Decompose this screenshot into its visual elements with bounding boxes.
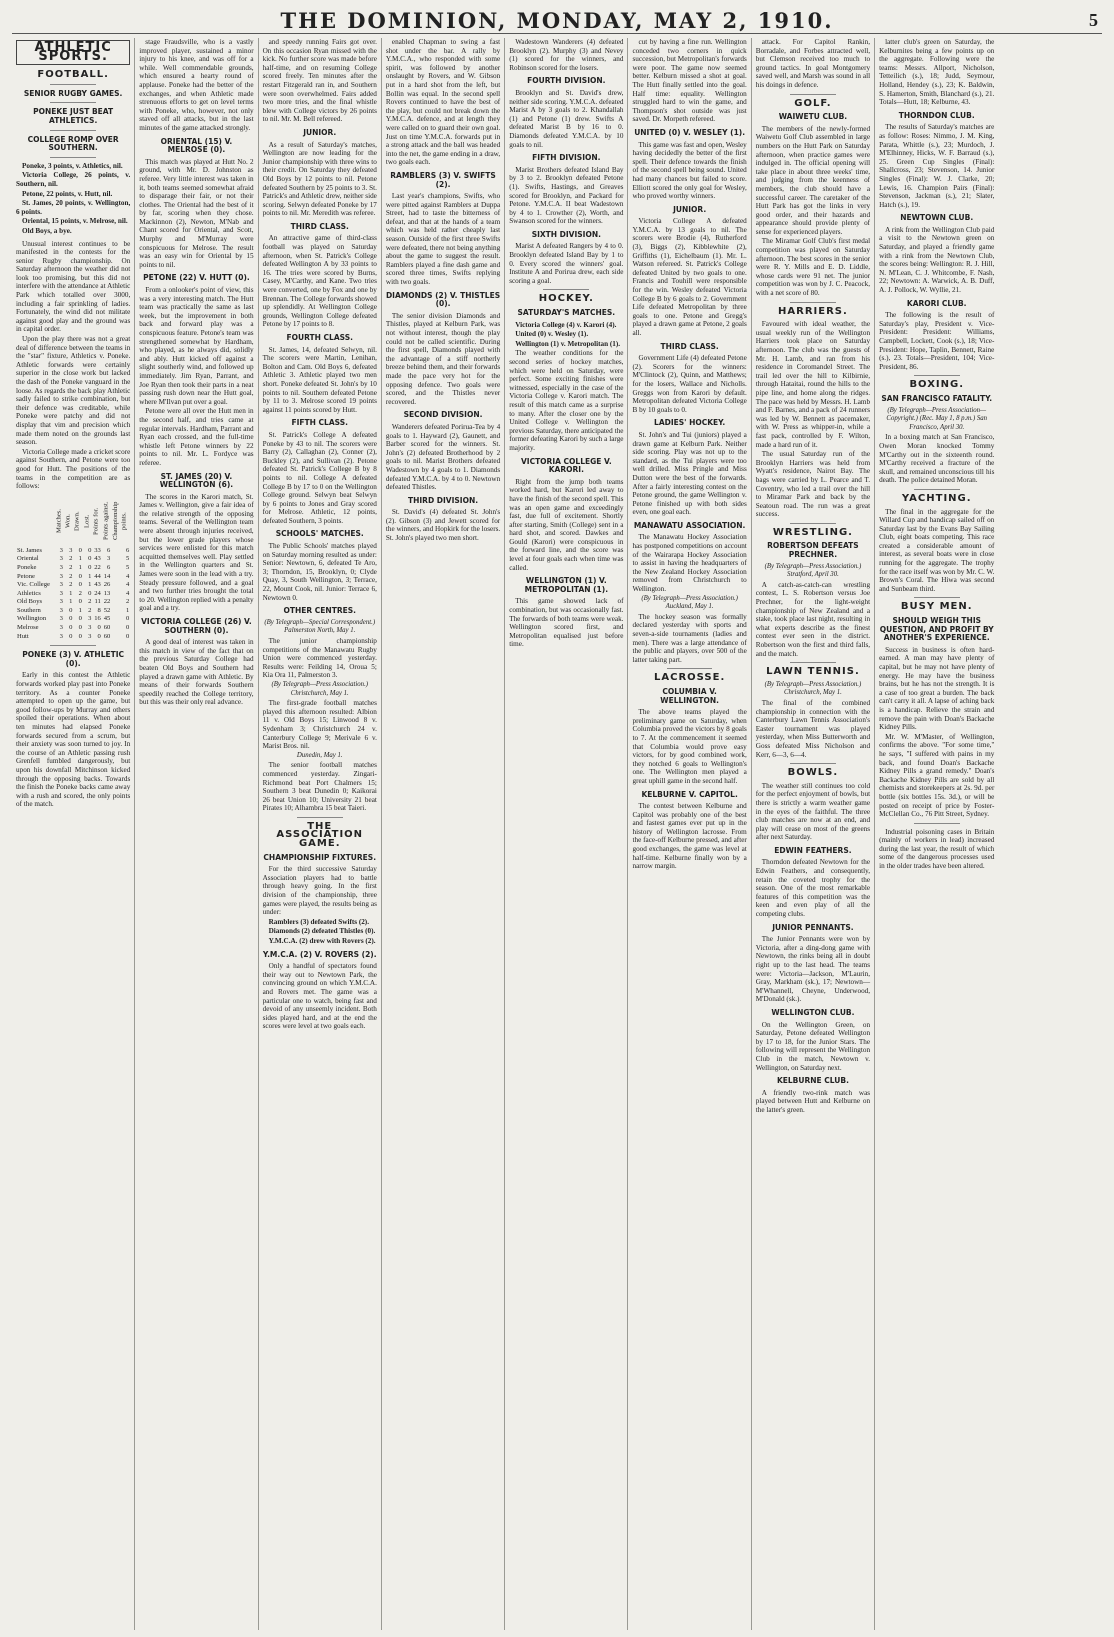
- standings-cell: 1: [69, 589, 73, 597]
- article-paragraph: The final of the combined championship in connection with the Canterbury Lawn Tennis Association's Easter tournament was played yesterday, when Miss Butterworth and Goss defeated Miss Nicholson and Kerr, 6—3, 6—4.: [755, 698, 871, 759]
- article-paragraph: The Miramar Golf Club's first medal competition was played on Saturday afternoon. The best scores in the senior were R. Y. Mills and E. D. Liddle, whose cards were 91 net. The junior competition was won by J. C. Peacock, with a net score of 80.: [755, 237, 871, 298]
- standings-cell: 43: [94, 581, 101, 589]
- section-heading: FOURTH DIVISION.: [527, 76, 606, 86]
- standings-cell: 0: [126, 632, 130, 640]
- standings-cell: 0: [78, 615, 82, 623]
- article-paragraph: The Junior Pennants were won by Victoria, after a ding-dong game with Newtown, the rinks being all in doubt right up to the last head. The teams were: Victoria—Jackson, M'Laurin, Gray, Markham (sk.), 17; Newtown—M'Whannell, Cheyne, Underwood, M'Donald (sk.).: [755, 935, 871, 1004]
- article-paragraph: For the third successive Saturday Association players had to battle through heavy going. In the first division of the championship, three games were played, the results being as under:: [262, 865, 377, 917]
- standings-cell: 1: [69, 598, 73, 606]
- article-paragraph: stage Fraudsville, who is a vastly improved player, sustained a minor injury to his knee, and was off for a while. Well commendable grounds, which ensured a hearty round of applause. Poneke had the better of the exchanges, and when Athletic made strenuous efforts to get on level terms with Poneke, who, however, not only staved off all attacks, but in the last minutes of the game attacked strongly.: [139, 38, 254, 132]
- article-paragraph: A good deal of interest was taken in this match in view of the fact that on the previous Saturday College had beaten Old Boys and Southern had played a drawn game with Athletic. By means of their forwards Southern speedily reached the College territory, but this was their only real advance.: [139, 638, 254, 707]
- match-heading: ROBERTSON DEFEATS PRECHNER.: [767, 541, 859, 560]
- standings-cell: 3: [88, 615, 92, 623]
- match-heading: WELLINGTON (1) V. METROPOLITAN (1).: [524, 576, 609, 594]
- article-paragraph: St. Patrick's College A defeated Poneke by 43 to nil. The scorers were Barry (2), Callaghan (2), Conner (2), Buckley (2), and Sullivan (2). Petone defeated St. Patrick's College B by 8 points to nil. College A defeated College B by 17 to 0 on the Wellington College ground. Selwyn beat Selwyn by 6 points to Jones and Gray scored for Melrose. Athletic, 12 points, defeated Southern, 3 points.: [262, 430, 377, 525]
- column-header: Points against.: [102, 501, 110, 540]
- standings-cell: 22: [94, 563, 101, 571]
- section-heading: WAIWETU CLUB.: [778, 112, 848, 122]
- standings-cell: 52: [103, 606, 111, 614]
- result-line: United (0) v. Wesley (1).: [515, 330, 589, 339]
- article-paragraph: Wanderers defeated Porirua-Tea by 4 goals to 1. Hayward (2), Gaunett, and Barber scored for the winners. St. John's (2) defeated Brotherhood by 2 goals to nil. Marist Brothers defeated Wadestown by 4 goals to 1. Diamonds defeated Y.M.C.A. by 4 to 0. Newtown defeated Thistles.: [385, 422, 501, 492]
- standings-cell: 3: [69, 546, 73, 554]
- standings-row: [16, 607, 130, 616]
- standings-cell: 43: [94, 555, 101, 563]
- standings-cell: 1: [78, 555, 82, 563]
- standings-cell: 0: [88, 546, 92, 554]
- article-paragraph: This match was played at Hutt No. 2 ground, with Mr. D. Johnston as referee. Very little interest was taken in it, both teams seemed somewhat afraid to disparage their fair, or not their clothes. The Oriental had the best of it by far, scoring when they chose. Mackinnon (2), Newton, M'Nab and Chant scored for Oriental, and Scott, Murphy and M'Murray were conspicuous for Melrose. The result was an easy win for Oriental by 15 points to nil.: [139, 157, 254, 269]
- section-title-athletic-sports: ATHLETIC SPORTS.: [16, 40, 130, 65]
- article-paragraph: Marist Brothers defeated Island Bay by 3 to 2. Brooklyn defeated Petone (1). Swifts, Hastings, and Greaves scored for Brooklyn, and Packard for Petone. Y.M.C.A. II beat Wadestown by 4 to 1. Crowther (2), Worth, and Swanson scored for the winners.: [509, 165, 624, 226]
- article-paragraph: Favoured with ideal weather, the usual weekly run of the Wellington Harriers took place on Saturday afternoon. The club was the guests of Mr. H. Lamb, and ran from his residence in Coromandel Street. The trail led over the hill to Kilbirnie, through Hataitai, round the hills to the pipe line, and home along the ridges. The pace was held by Messrs. H. Lamb and F. Barnes, and a pack of 24 runners was led by W. Bennett as pacemaker, with W. Press as whipper-in, while a fast pack, controlled by F. Wilton, made a hard run of it.: [755, 320, 871, 449]
- match-heading: VICTORIA COLLEGE (26) V. SOUTHERN (0).: [141, 617, 252, 635]
- standings-cell: 0: [78, 581, 82, 589]
- standings-cell: 1: [88, 581, 92, 589]
- article-paragraph: enabled Chapman to swing a fast shot under the bar. A rally by Y.M.C.A., who responded with some spirit, was followed by another onslaught by Rovers, and W. Gibson put in a hard shot from the left, but Bollin was equal. In the second spell Rovers continued to have the best of the play, but could not break down the Y.M.C.A. defence, and at length they were called on to guard their own goal. Just on time Y.M.C.A. forwards put in a strong attack and the ball was headed into the net, the game ending in a draw, two goals each.: [385, 38, 501, 167]
- section-heading: JUNIOR.: [673, 204, 707, 214]
- team-name: St. James: [17, 546, 42, 554]
- article-paragraph: Victoria College made a cricket score against Southern, and Petone were too good for Hutt. The positions of the teams in the competition are as follows:: [16, 447, 131, 491]
- article-paragraph: The senior football matches commenced yesterday. Zingari-Richmond beat Port Chalmers 15; Southern 3 beat Dunedin 0; Kaikorai 26 beat Union 10; University 21 beat Pirates 10; Alhambra 15 beat Taieri.: [262, 761, 377, 813]
- result-line: Diamonds (2) defeated Thistles (0).: [268, 927, 376, 936]
- standings-cell: 0: [69, 615, 73, 623]
- article-paragraph: The usual Saturday run of the Brooklyn Harriers was held from Wyatt's residence, Nairot Bay. The bags were carried by L. Pearce and T. Coventry, who led a trail over the hill to Miramar Park and back by the Seatoun road. The run was a great success.: [755, 450, 871, 519]
- advert-paragraph: Success in business is often hard-earned. A man may have plenty of capital, but he may not have plenty of energy. He may have the business brains, but he has not the strength. It is a case of too great a burden. The back can't carry it all. A lapse of aching back is a handicap. Relieve the strain and remove the pain with Doan's Backache Kidney Pills.: [879, 645, 995, 732]
- standings-header-row: [16, 495, 130, 547]
- column-2: [135, 38, 258, 1630]
- standings-cell: 0: [69, 624, 73, 632]
- section-heading: MANAWATU ASSOCIATION.: [633, 520, 746, 530]
- newspaper-title: THE DOMINION, MONDAY, MAY 2, 1910.: [280, 8, 834, 33]
- article-paragraph: Marist A defeated Rangers by 4 to 0. Brooklyn defeated Island Bay by 1 to 0. Every scored the winners' goal. Institute A and Porirua drew, each side scoring a goal.: [509, 242, 624, 285]
- article-paragraph: St. James, 14, defeated Selwyn, nil. The scorers were Martin, Lenihan, Bolton and Cam. Old Boys 6, defeated Athletic 3. Athletic played two men short. Poneke defeated St. John's by 10 points to nil. Southern defeated Petone by 11 to 3. Melrose scored 19 points against 11 points scored by Hutt.: [262, 345, 377, 414]
- article-paragraph: The Public Schools' matches played on Saturday morning resulted as under: Senior: Newtown, 6, defeated Te Aro, 3; Thorndon, 15, Brooklyn, 0; Clyde Quay, 3, South Wellington, 3; Terrace, 22, Mount Cook, nil. Junior: Terrace 6, Newtown 0.: [262, 542, 377, 602]
- standings-cell: 2: [69, 572, 73, 580]
- dateline: (By Telegraph—Press Association.) Auckland, May 1.: [641, 594, 738, 611]
- standings-cell: 6: [126, 546, 130, 554]
- article-paragraph: A catch-as-catch-can wrestling contest, L. S. Robertson versus Joe Prechner, for the light-weight championship of New Zealand and a stake, took place last night, resulting in what experts describe as the finest contest ever seen in the district. Robertson won the first and third falls, and the match.: [755, 580, 871, 658]
- standings-cell: 11: [94, 598, 101, 606]
- standings-cell: 1: [78, 606, 82, 614]
- article-paragraph: Victoria College A defeated Y.M.C.A. by 13 goals to nil. The scorers were Brodie (4), Rutherford (3), Biggs (2), Kibblewhite (2), Griffiths (1), Eichelbaum (1). Mr. L. Watson refereed. St. Patrick's College defeated United by two goals to one. Francis and Touhill were responsible for the win. Wesley defeated Victoria College B by 6 goals to 2. Government Life defeated Metropolitan by three goals to one. Petone and Gregg's played a drawn game at Petone, 2 goals all.: [632, 217, 747, 337]
- section-heading: LADIES' HOCKEY.: [654, 418, 726, 428]
- dateline: (By Telegraph—Special Correspondent.) Palmerston North, May 1.: [264, 618, 376, 635]
- article-paragraph: cut by having a fine run. Wellington conceded two corners in quick succession, but Metropolitan's forwards were poor. The game now seemed better. Kelburn missed a shot at goal. The Hutt finally settled into the goal. Half time: equality. Wellington struggled hard to win the game, and Thompson's shot outside was just saved. Dr. Morpeth refereed.: [632, 38, 747, 124]
- section-title-bowls: BOWLS.: [787, 767, 839, 779]
- column-4: [382, 38, 505, 1630]
- team-name: Petone: [17, 572, 35, 580]
- article-paragraph: A rink from the Wellington Club paid a visit to the Newtown green on Saturday, and played a friendly game with a rink from the Newtown Club, the scores being: Wellington: R. J. Hill, N. M'Lean, C. J. Whitcombe, F. Nash, 22; Newtown: A. Warwick, A. B. Duff, A. J. Pollock, W. Wyllie, 21.: [879, 225, 995, 295]
- section-heading: FIFTH CLASS.: [291, 418, 348, 428]
- page-number: 5: [1089, 10, 1098, 30]
- article-paragraph: The senior division Diamonds and Thistles, played at Kelburn Park, was not without interest, though the play could not be called scientific. During the first spell, Diamonds played with the advantage of a stiff northerly breeze behind them, and their forwards made the pace very hot for the opposing defence. Two goals were scored, and the Thistles never recovered.: [385, 311, 501, 406]
- section-title-yachting: YACHTING.: [901, 492, 972, 504]
- result-line: Ramblers (3) defeated Swifts (2).: [268, 917, 369, 926]
- standings-cell: 0: [78, 598, 82, 606]
- standings-cell: 60: [103, 632, 111, 640]
- article-paragraph: and speedy running Fairs got over. On this occasion Ryan missed with the kick. No further score was made before half-time, and on resuming College scored freely. Ten minutes after the restart Fitzgerald ran in, and Southern were soon overwhelmed. Fairs added two more tries, and the final whistle blew with College victors by 26 points to nil. Mr. M. Bell refereed.: [262, 38, 377, 124]
- team-name: Athletics: [17, 589, 41, 597]
- column-1: [12, 38, 135, 1630]
- article-paragraph: This game showed lack of combination, but was occasionally fast. The forwards of both teams were weak. Wellington scored first, and Metropolitan equalised just before time.: [509, 597, 624, 649]
- standings-cell: 5: [126, 563, 130, 571]
- section-heading: OTHER CENTRES.: [283, 606, 356, 616]
- standings-cell: 13: [103, 589, 111, 597]
- standings-cell: 3: [59, 589, 63, 597]
- standings-cell: 4: [126, 589, 130, 597]
- column-header: Drawn.: [73, 510, 81, 531]
- section-title-association: THE ASSOCIATION GAME.: [276, 820, 364, 850]
- standings-row: [16, 547, 130, 556]
- standings-row: [16, 633, 130, 642]
- standings-cell: 0: [88, 589, 92, 597]
- column-header: Championship points.: [112, 501, 128, 540]
- article-paragraph: Wadestown Wanderers (4) defeated Brooklyn (2). Murphy (3) and Nevey (1) scored for the winners, and Robinson scored for the losers.: [509, 38, 624, 72]
- match-heading: DIAMONDS (2) V. THISTLES (0).: [385, 290, 501, 309]
- result-line: Oriental, 15 points, v. Melrose, nil.: [22, 217, 128, 226]
- article-paragraph: The weather conditions for the second series of hockey matches, which were held on Saturday, were perfect. Some exciting finishes were witnessed, especially in the case of the Victoria College v. Karori match. The result of this match came as a surprise to many. After the closer one by the United College v. Wellington the previous Saturday, there anticipated the former defeating Karori by such a large majority.: [509, 349, 624, 452]
- standings-cell: 5: [126, 555, 130, 563]
- result-line: Wellington (1) v. Metropolitan (1).: [515, 339, 621, 348]
- standings-cell: 33: [94, 546, 101, 554]
- standings-cell: 0: [88, 563, 92, 571]
- column-8: [875, 38, 998, 1630]
- dateline: (By Telegraph—Press Association—Copyright.) (Rec. May 1, 8 p.m.) San Francisco, April 30.: [886, 406, 988, 431]
- standings-cell: 0: [69, 606, 73, 614]
- column-header: Lost.: [83, 514, 91, 528]
- result-line: Y.M.C.A. (2) drew with Rovers (2).: [268, 937, 376, 945]
- section-heading: EDWIN FEATHERS.: [774, 845, 852, 855]
- standings-cell: 24: [94, 589, 101, 597]
- standings-cell: 3: [59, 581, 63, 589]
- article-paragraph: latter club's green on Saturday, the Kelburnites being a few points up on the aggregate. Following were the teams: Messrs. Allport, Nicholson, Tetteilich (s.), 18; Judd, Seymour, Holland, Hendey (s.), 23; K. Baldwin, S. Hamerton, Smith, Blanchard (s.), 21. Totals—Hutt, 18; Kelburne, 43.: [879, 38, 995, 107]
- standings-cell: 3: [88, 632, 92, 640]
- standings-cell: 2: [78, 589, 82, 597]
- match-heading: COLUMBIA V. WELLINGTON.: [660, 686, 719, 705]
- article-paragraph: St. John's and Tui (juniors) played a drawn game at Kelburn Park. Neither side scoring. Play was not up to the standard, as the Tui players were too well drilled. Miss Pringle and Miss Dutton were the best of the forwards. After a fairly interesting contest on the Petone ground, the game Wellington v. Petone finished up with both sides even, one goal each.: [632, 430, 747, 517]
- match-heading: PONEKE (3) V. ATHLETIC (0).: [22, 650, 125, 668]
- article-paragraph: The contest between Kelburne and Capitol was probably one of the best and fastest games ever put up in the history of Wellington lacrosse. From the face-off Kelburne pressed, and after good exchanges, the game was level at half-time. Kelburne finally won by a narrow margin.: [632, 802, 747, 871]
- article-paragraph: Only a handful of spectators found their way out to Newtown Park, the convincing ground on which Y.M.C.A. and Rovers met. The game was a particular one to watch, being fast and devoid of any unseemly incident. Both sides played hard, and at the end the scores were level at two goals each.: [262, 962, 377, 1031]
- standings-cell: 2: [126, 598, 130, 606]
- standings-cell: 16: [94, 615, 101, 623]
- dateline: Dunedin, May 1.: [296, 751, 343, 759]
- section-heading: SIXTH DIVISION.: [531, 229, 601, 239]
- article-paragraph: Upon the play there was not a great deal of difference between the teams in the "star" fixture, Athletics v. Poneke. Athletic forwards were certainly superior in the close work but lacked the dash of the Poneke vanguard in the loose. As regards the back play Athletic sadly failed to strike combination, but their defence was creditable, while Poneke were patchy and did not display that vim and precision which made them noted on the grounds last season.: [16, 335, 131, 447]
- team-name: Oriental: [17, 555, 39, 563]
- article-paragraph: A friendly two-rink match was played between Hutt and Kelburne on the latter's green.: [755, 1088, 871, 1114]
- section-heading: KELBURNE CLUB.: [776, 1076, 849, 1086]
- columns: [12, 38, 1102, 1630]
- standings-row: [16, 624, 130, 633]
- standings-cell: 4: [126, 572, 130, 580]
- standings-cell: 3: [59, 555, 63, 563]
- section-subtitle: SATURDAY'S MATCHES.: [517, 308, 616, 318]
- section-title-lacrosse: LACROSSE.: [654, 672, 726, 684]
- match-heading: KELBURNE V. CAPITOL.: [641, 789, 738, 799]
- result-line: St. James, 20 points, v. Wellington, 6 points.: [16, 199, 131, 216]
- result-line: Victoria College (4) v. Karori (4).: [515, 320, 617, 329]
- team-name: Southern: [17, 606, 41, 614]
- standings-cell: 14: [103, 572, 111, 580]
- standings-cell: 3: [59, 632, 63, 640]
- match-heading: VICTORIA COLLEGE V. KARORI.: [520, 456, 612, 475]
- standings-cell: 3: [59, 572, 63, 580]
- article-paragraph: The results of Saturday's matches are as follow: Roses: Nimmo, J. M. King, Parata, Whittle (s.), 23; Murdoch, J. M'Elhinney, Hicks, W. F. Barraud (s.), 25. Green Cup Singles (Final): Shallcross, 23; Stevenson, 14. Junior Singles (Final): W. J. Clarke, 20; Lewis, 16. Champion Pairs (Final): Stevenson, Jackman (s.), 21; Slater, Hatch (s.), 19.: [879, 123, 995, 209]
- standings-cell: 0: [78, 572, 82, 580]
- column-header: Matches.: [54, 508, 62, 533]
- article-paragraph: This game was fast and open, Wesley having decidedly the better of the first spell. Their defence towards the finish of the second spell being sound. United had many chances but failed to score. Elliott scored the only goal for Wesley, who proved worthy winners.: [632, 140, 747, 201]
- article-paragraph: Early in this contest the Athletic forwards worked play past into Poneke territory. As a counter Poneke attempted to open up the game, but good follow-ups by Murray and others spoiled their operations. When about ten minutes had elapsed Poneke forwards secured from a scrum, but their anxiety was soon turned to joy. In the course of an Athletic passing rush Grenfell fumbled dangerously, but upon his downfall Mitchinson kicked through the opposing backs. Towards the finish the Poneke backs came away with a rush and scored, the only points of the match.: [16, 671, 131, 809]
- headline-poneke: PONEKE JUST BEAT ATHLETICS.: [33, 107, 114, 125]
- article-paragraph: The final in the aggregate for the Willard Cup and handicap sailed off on Saturday last by the Evans Bay Sailing Club, eight boats competing. This race created a considerable amount of interest, as several boats were in close running for the aggregate. The trophy for the race itself was won by Mr. C. W. Brown's Coral. The Hiwa was second and Sunbeam third.: [879, 507, 995, 593]
- standings-cell: 1: [88, 572, 92, 580]
- standings-cell: 1: [126, 606, 130, 614]
- standings-cell: 3: [59, 546, 63, 554]
- section-heading: NEWTOWN CLUB.: [900, 213, 974, 223]
- standings-row: [16, 564, 130, 573]
- section-title-hockey: HOCKEY.: [538, 293, 594, 305]
- article-paragraph: The hockey season was formally declared yesterday with sports and seven-a-side tournaments (ladies and men). There was a large attendance of the public and players, over 500 of the latter taking part.: [632, 612, 747, 664]
- section-heading: SCHOOLS' MATCHES.: [275, 529, 364, 539]
- standings-cell: 2: [69, 581, 73, 589]
- article-paragraph: Industrial poisoning cases in Britain (mainly of workers in lead) increased during the last year, the result of which some of the dangerous processes used in the older trades have been altered.: [879, 827, 995, 871]
- standings-cell: 3: [59, 606, 63, 614]
- team-name: Melrose: [17, 624, 39, 632]
- result-line: Victoria College, 26 points, v. Southern, nil.: [16, 171, 131, 188]
- match-heading: RAMBLERS (3) V. SWIFTS (2).: [390, 170, 496, 189]
- standings-cell: 0: [97, 632, 101, 640]
- section-heading: FIFTH DIVISION.: [532, 153, 601, 163]
- standings-row: [16, 590, 130, 599]
- standings-cell: 3: [59, 624, 63, 632]
- standings-cell: 2: [88, 598, 92, 606]
- standings-cell: 4: [126, 581, 130, 589]
- column-5: [505, 38, 628, 1630]
- article-paragraph: Government Life (4) defeated Petone (2). Scorers for the winners: M'Clintock (2), Quinn, and Matthews; for the losers, Wallace and Nicholls. Greggs won from Karori by default. Metropolitan defeated Victoria College B by 10 goals to 0.: [632, 354, 747, 414]
- standings-row: [16, 555, 130, 564]
- article-paragraph: Last year's champions, Swifts, who were pitted against Ramblers at Duppa Street, had to taste the bitterness of defeat, and that at the hands of a team which was held rather cheaply last season. Outside of the first three Swifts were defeated, there not being anything about the game to suggest the result. Ramblers played a fine dash game and scored three times, Swifts replying with two goals.: [385, 192, 501, 287]
- standings-cell: 6: [107, 563, 111, 571]
- article-paragraph: The first-grade football matches played this afternoon resulted: Albion 11 v. Old Boys 15; Linwood 8 v. Sydenham 3; Christchurch 24 v. Canterbury College 9; Merivale 6 v. Marist Bros. nil.: [262, 699, 377, 751]
- article-paragraph: attack. For Capitol Rankin, Borradale, and Forbes attracted well, but Clemson received too much to ground tactics. In goal Montgomery saved well, and Marsh was sound in all his doings in defence.: [755, 38, 871, 89]
- standings-cell: 44: [94, 572, 101, 580]
- match-heading: ST. JAMES (20) V. WELLINGTON (6).: [159, 471, 234, 490]
- section-heading: SECOND DIVISION.: [403, 410, 483, 420]
- standings-cell: 0: [69, 632, 73, 640]
- match-heading: PETONE (22) V. HUTT (0).: [143, 273, 250, 283]
- section-heading: THIRD CLASS.: [290, 221, 349, 231]
- section-heading: THIRD CLASS.: [660, 341, 719, 351]
- section-heading: JUNIOR PENNANTS.: [772, 922, 854, 932]
- standings-cell: 3: [88, 624, 92, 632]
- standings-cell: 3: [59, 615, 63, 623]
- column-3: [259, 38, 382, 1630]
- section-subtitle: CHAMPIONSHIP FIXTURES.: [263, 852, 377, 862]
- standings-row: [16, 598, 130, 607]
- match-heading: Y.M.C.A. (2) V. ROVERS (2).: [262, 949, 377, 959]
- section-heading: THIRD DIVISION.: [407, 495, 479, 505]
- section-title-golf: GOLF.: [794, 97, 832, 109]
- section-heading: JUNIOR.: [303, 127, 337, 137]
- advert-paragraph: Mr. W. M'Master, of Wellington, confirms the above. "For some time," he says, "I suffered with pains in my back, and found Doan's Backache Kidney Pills a grand remedy." Doan's Backache Kidney Pills are sold by all chemists and storekeepers at 2s. 9d. per bottle (six bottles 15s. 3d.), or will be posted on receipt of price by Foster-McClellan Co., 76 Pitt Street, Sydney.: [879, 732, 995, 819]
- article-paragraph: Thorndon defeated Newtown for the Edwin Feathers, and consequently, retain the coveted trophy for the season. One of the most remarkable features of this competition was the keen and even play of all the competing clubs.: [755, 858, 871, 919]
- team-name: Wellington: [17, 615, 47, 623]
- column-7: [752, 38, 875, 1630]
- standings-cell: 0: [97, 624, 101, 632]
- standings-cell: 3: [59, 598, 63, 606]
- subsection-senior-rugby: SENIOR RUGBY GAMES.: [23, 88, 123, 98]
- standings-cell: 22: [103, 598, 111, 606]
- column-6: [628, 38, 751, 1630]
- masthead: [12, 8, 1102, 34]
- section-heading: THORNDON CLUB.: [898, 110, 975, 120]
- article-paragraph: From a onlooker's point of view, this was a very interesting match. The Hutt team was practically the same as last week, but the improvement in both back and forward play was a conspicuous feature. Petone's team was strengthened somewhat by Hardham, who played, as he always did, solidly and ably. Hutt kicked off against a slight southerly wind, and followed up immediately. Jim Ryan, Parrant, and Joe Ryan then took their parts in a neat passing rush down near the Hutt goal, where M'Ilvan put over a goal.: [139, 286, 254, 406]
- article-paragraph: As a result of Saturday's matches, Wellington are now leading for the Junior championship with three wins to their credit. On Saturday they defeated Old Boys by 12 points to nil. Petone defeated Southern by 25 points to 3. St. Patrick's and Athletic drew, neither side scoring. Selwyn defeated Poneke by 17 points to nil. Mr. Meredith was referee.: [262, 140, 377, 218]
- article-paragraph: Unusual interest continues to be manifested in the contests for the senior Rugby championship. On Saturday afternoon the weather did not look too promising, but this did not interfere with the attendance at Athletic Park which totalled over 3000, including a fair sprinkling of ladies. Fortunately, the wind did not militate against good play and the ground was in capital order.: [16, 239, 131, 334]
- result-line: Poneke, 3 points, v. Athletics, nil.: [22, 161, 123, 170]
- match-heading: SAN FRANCISCO FATALITY.: [881, 393, 993, 403]
- section-title-busy-men: BUSY MEN.: [900, 601, 973, 613]
- standings-cell: 45: [103, 615, 111, 623]
- article-paragraph: The weather still continues too cold for the perfect enjoyment of bowls, but there is strictly a warm weather game in the eyes of the faithful. The three club matches are now at an end, and play will cease on most of the greens after next Saturday.: [755, 781, 871, 842]
- standings-cell: 60: [103, 624, 111, 632]
- match-heading: ORIENTAL (15) V. MELROSE (0).: [160, 136, 233, 155]
- column-header: Won.: [64, 513, 72, 528]
- article-paragraph: The above teams played the preliminary game on Saturday, when Columbia proved the victors by 8 goals to 7. At the commencement it seemed that Columbia would prove easy victors, for by good combined work, they notched 6 goals to Wellington's one. The Wellington men played a great uphill game in the second half.: [632, 708, 747, 785]
- column-header: Points for.: [92, 507, 100, 535]
- standings-cell: 2: [69, 563, 73, 571]
- article-paragraph: The junior championship competitions of the Manawatu Rugby Union were commenced yesterday. Results were: Feilding 14, Oroua 5; Kia Ora 11, Palmerston 3.: [262, 637, 377, 680]
- match-heading: UNITED (0) V. WESLEY (1).: [634, 127, 746, 137]
- dateline: (By Telegraph—Press Association.) Christchurch, May 1.: [764, 680, 862, 697]
- standings-cell: 8: [97, 606, 101, 614]
- article-paragraph: Petone were all over the Hutt men in the second half, and tries came at regular intervals. Hardham, Parrant and Ryan each crossed, and the full-time whistle left Petone winners by 22 points to nil. Mr. L. Fordyce was referee.: [139, 407, 254, 467]
- standings-cell: 0: [88, 555, 92, 563]
- dateline: (By Telegraph—Press Association.) Christchurch, May 1.: [271, 680, 369, 697]
- article-paragraph: St. David's (4) defeated St. John's (2). Gibson (3) and Jewett scored for the winners, and Hopkirk for the losers. St. John's played two men short.: [385, 508, 501, 543]
- standings-cell: 0: [78, 624, 82, 632]
- team-name: Vic. College: [17, 581, 50, 589]
- standings-cell: 0: [78, 546, 82, 554]
- standings-cell: 26: [103, 581, 111, 589]
- section-title-lawn-tennis: LAWN TENNIS.: [766, 666, 860, 678]
- standings-cell: 2: [69, 555, 73, 563]
- article-paragraph: The scores in the Karori match, St. James v. Wellington, give a fair idea of the relative strength of the opposing teams. Several of the Wellington team were absent through injuries received, but the lower grade players whose services were enlisted for this match acquitted themselves well. Play settled in the Wellington quarters and St. James were soon in the lead with a try. Steady pressure followed, and a goal and two further tries brought the total to 20. Wellington replied with a penalty goal and a try.: [139, 492, 254, 613]
- standings-cell: 6: [107, 546, 111, 554]
- section-title-harriers: HARRIERS.: [778, 305, 848, 317]
- article-paragraph: The members of the newly-formed Waiwetu Golf Club assembled in large numbers on the Hutt Park on Saturday afternoon, when practice games were indulged in. The official opening will take place in about three weeks' time, and judging from the keenness of members, the club should have a successful career. The caretaker of the Hutt Park has got the links in very good order, and their hazards and appearance should provide plenty of sense for experienced players.: [755, 124, 871, 236]
- standings-cell: 2: [88, 606, 92, 614]
- standings-row: [16, 581, 130, 590]
- standings-row: [16, 573, 130, 582]
- section-heading: WELLINGTON CLUB.: [771, 1007, 855, 1017]
- section-title-boxing: BOXING.: [909, 379, 965, 391]
- team-name: Poneke: [17, 563, 37, 571]
- section-title-wrestling: WRESTLING.: [772, 526, 853, 538]
- standings-cell: 3: [59, 563, 63, 571]
- section-heading: FOURTH CLASS.: [286, 333, 353, 342]
- article-paragraph: On the Wellington Green, on Saturday, Petone defeated Wellington by 17 to 18, for the Junior Stars. The following will represent the Wellington Club in the match, Newtown v. Wellington, on Saturday next.: [755, 1020, 871, 1072]
- sport-title-football: FOOTBALL.: [37, 69, 109, 81]
- result-line: Old Boys, a bye.: [22, 226, 72, 235]
- standings-cell: 0: [126, 615, 130, 623]
- headline-college: COLLEGE ROMP OVER SOUTHERN.: [27, 134, 119, 153]
- article-paragraph: In a boxing match at San Francisco, Owen Moran knocked Tommy M'Carthy out in the sixteenth round. M'Carthy received a fracture of the skull, and remained unconscious till his death. The police detained Moran.: [879, 433, 995, 485]
- team-name: Old Boys: [17, 598, 43, 606]
- standings-cell: 0: [78, 632, 82, 640]
- standings-row: [16, 615, 130, 624]
- standings-cell: 1: [78, 563, 82, 571]
- standings-body: [16, 547, 130, 642]
- standings-cell: 3: [107, 555, 111, 563]
- article-paragraph: An attractive game of third-class football was played on Saturday afternoon, when St. Patrick's College defeated Wellington A by 33 points to 16. The tries were scored by Burns, Casey, M'Carthy, and Kane. Two tries were converted, one by Fox and one by Brennan. The College forwards showed up splendidly. At Wellington College grounds, Wellington College defeated Petone by 17 points to 8.: [262, 234, 377, 329]
- result-line: Petone, 22 points, v. Hutt, nil.: [22, 189, 113, 198]
- standings-cell: 0: [126, 624, 130, 632]
- standings-table: [16, 495, 130, 642]
- team-name: Hutt: [17, 632, 29, 640]
- advert-heading: SHOULD WEIGH THIS QUESTION, AND PROFIT BY ANOTHER'S EXPERIENCE.: [879, 616, 994, 643]
- section-heading: KARORI CLUB.: [906, 298, 967, 308]
- article-paragraph: Right from the jump both teams worked hard, but Karori led away to have the finish of the second spell. This was an open game and exceedingly fast, due full of excitement. Shortly after starting, Smith (College) sent in a hard shot, and scored. Dawkes and Gould (Karori) were conspicuous in the forward line, and the score was level at four goals each when time was called.: [509, 477, 624, 572]
- article-paragraph: Brooklyn and St. David's drew, neither side scoring. Y.M.C.A. defeated Marist A by 3 goals to 2. Khandallah (1) and Petone (1) drew. Swifts A defeated Marist B by 16 to 0. Diamonds defeated Y.M.C.A. by 10 goals to nil.: [509, 88, 624, 149]
- article-paragraph: The Manawatu Hockey Association has postponed competitions on account of the Wairarapa Hockey Association to assist in having the headquarters of the New Zealand Hockey Association removed from Christchurch to Wellington.: [632, 533, 747, 594]
- dateline: (By Telegraph—Press Association.) Stratford, April 30.: [764, 562, 862, 579]
- article-paragraph: The following is the result of Saturday's play, President v. Vice-President: President: Williams, Campbell, Lockett, Cook (s.), 18; Vice-President: Hope, Taplin, Bennett, Raine (s.), 23. Totals—President, 104; Vice-President, 86.: [879, 311, 995, 371]
